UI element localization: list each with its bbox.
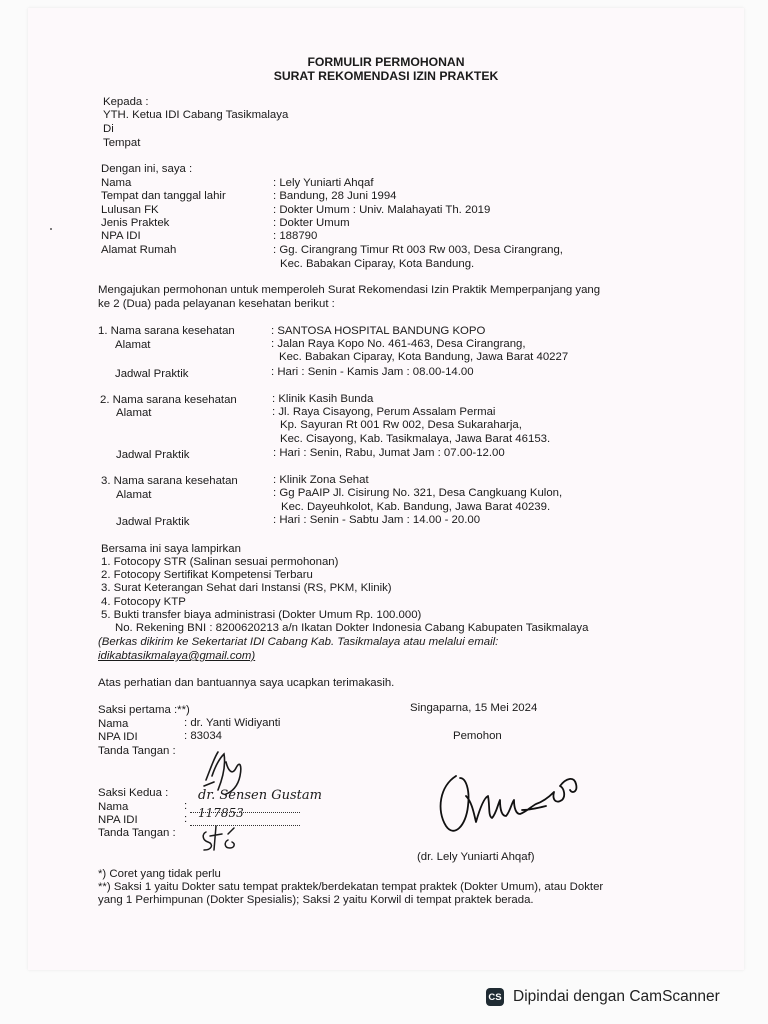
witness-2-name-handwritten: dr. Sensen Gustam	[198, 788, 322, 803]
facility-2-name-label: 2. Nama sarana kesehatan	[100, 394, 237, 406]
facility-3-address-line2: Kec. Dayeuhkolot, Kab. Bandung, Jawa Barat 40239.	[281, 501, 551, 513]
witness-2-npa-colon: :	[184, 813, 188, 825]
facility-1-address-label: Alamat	[115, 339, 151, 351]
facility-1-address-line1: : Jalan Raya Kopo No. 461-463, Desa Cirangrang,	[271, 338, 526, 350]
recipient-tempat: Tempat	[103, 137, 141, 149]
facility-2-address-line3: Kec. Cisayong, Kab. Tasikmalaya, Jawa Barat 46153.	[280, 433, 551, 445]
recipient-yth: YTH. Ketua IDI Cabang Tasikmalaya	[103, 109, 289, 121]
attachment-item-1: 1. Fotocopy STR (Salinan sesuai permohonan)	[101, 556, 339, 568]
recipient-di: Di	[103, 123, 114, 135]
attachment-item-2: 2. Fotocopy Sertifikat Kompetensi Terbaru	[101, 569, 313, 581]
witness-2-signature	[194, 820, 244, 854]
request-line1: Mengajukan permohonan untuk memperoleh Surat Rekomendasi Izin Praktik Memperpanjang yang	[98, 284, 601, 296]
field-value-ttl: : Bandung, 28 Juni 1994	[273, 190, 397, 202]
footnote-2-line1: **) Saksi 1 yaitu Dokter satu tempat praktek/berdekatan tempat praktek (Dokter Umum), atau Dokter	[98, 881, 604, 893]
applicant-intro: Dengan ini, saya :	[101, 163, 193, 175]
field-label-ttl: Tempat dan tanggal lahir	[101, 190, 226, 202]
facility-2-address-line1: : Jl. Raya Cisayong, Perum Assalam Permai	[272, 406, 496, 418]
facility-3-schedule-value: : Hari : Senin - Sabtu Jam : 14.00 - 20.00	[273, 514, 481, 526]
witness-1-heading: Saksi pertama :**)	[98, 704, 190, 716]
facility-2-name-value: : Klinik Kasih Bunda	[272, 393, 374, 405]
scan-speck	[50, 228, 52, 230]
witness-1-name-label: Nama	[98, 718, 129, 730]
request-line2: ke 2 (Dua) pada pelayanan kesehatan berikut :	[98, 298, 335, 310]
form-subtitle: SURAT REKOMENDASI IZIN PRAKTEK	[273, 69, 499, 83]
facility-2-address-label: Alamat	[116, 407, 152, 419]
attachment-item-3: 3. Surat Keterangan Sehat dari Instansi (RS, PKM, Klinik)	[101, 582, 392, 594]
field-label-lulusan: Lulusan FK	[101, 204, 159, 216]
scanner-label: Dipindai dengan CamScanner	[513, 988, 720, 1005]
facility-1-schedule-value: : Hari : Senin - Kamis Jam : 08.00-14.00	[271, 366, 474, 378]
bank-account: No. Rekening BNI : 8200620213 a/n Ikatan Dokter Indonesia Cabang Kabupaten Tasikmalaya	[115, 622, 589, 634]
field-label-jenis: Jenis Praktek	[101, 217, 170, 229]
facility-3-address-label: Alamat	[116, 489, 152, 501]
field-value-lulusan: : Dokter Umum : Univ. Malahayati Th. 2019	[273, 204, 491, 216]
facility-2-schedule-label: Jadwal Praktik	[116, 449, 190, 461]
witness-1-name-value: : dr. Yanti Widiyanti	[184, 717, 281, 729]
witness-1-sign-label: Tanda Tangan :	[98, 745, 176, 757]
attachment-item-5: 5. Bukti transfer biaya administrasi (Dokter Umum Rp. 100.000)	[101, 609, 422, 621]
footnote-2-line2: yang 1 Perhimpunan (Dokter Spesialis); Saksi 2 yaitu Korwil di tempat praktek berada.	[98, 894, 534, 906]
field-label-alamat: Alamat Rumah	[101, 244, 177, 256]
field-label-nama: Nama	[101, 177, 132, 189]
closing-text: Atas perhatian dan bantuannya saya ucapkan terimakasih.	[98, 677, 395, 689]
field-value-alamat: : Gg. Cirangrang Timur Rt 003 Rw 003, Desa Cirangrang,	[273, 244, 563, 256]
facility-2-schedule-value: : Hari : Senin, Rabu, Jumat Jam : 07.00-12.00	[273, 447, 505, 459]
applicant-printed-name: (dr. Lely Yuniarti Ahqaf)	[417, 851, 535, 863]
attachment-item-4: 4. Fotocopy KTP	[101, 596, 186, 608]
witness-1-npa-label: NPA IDI	[98, 731, 138, 743]
witness-2-sign-label: Tanda Tangan :	[98, 827, 176, 839]
witness-1-npa-value: : 83034	[184, 730, 223, 742]
witness-2-heading: Saksi Kedua :	[98, 787, 169, 799]
scanner-watermark	[472, 984, 752, 1010]
applicant-signature	[426, 756, 596, 848]
witness-2-name-label: Nama	[98, 801, 129, 813]
facility-1-schedule-label: Jadwal Praktik	[115, 368, 189, 380]
field-label-npa: NPA IDI	[101, 230, 141, 242]
submission-note: (Berkas dikirim ke Sekertariat IDI Cabang Kab. Tasikmalaya atau melalui email:	[98, 636, 499, 648]
witness-2-npa-handwritten: 117853	[198, 806, 244, 820]
footnote-1: *) Coret yang tidak perlu	[98, 868, 221, 880]
camscanner-logo-icon: CS	[486, 988, 504, 1006]
field-value-jenis: : Dokter Umum	[273, 217, 350, 229]
form-title: FORMULIR PERMOHONAN	[307, 55, 465, 69]
applicant-role: Pemohon	[453, 730, 502, 742]
document-page	[28, 8, 744, 970]
witness-2-name-colon: :	[184, 800, 188, 812]
facility-3-name-label: 3. Nama sarana kesehatan	[101, 475, 238, 487]
facility-1-name-value: : SANTOSA HOSPITAL BANDUNG KOPO	[271, 325, 486, 337]
place-date: Singaparna, 15 Mei 2024	[410, 702, 538, 714]
field-value-npa: : 188790	[273, 230, 318, 242]
facility-3-schedule-label: Jadwal Praktik	[116, 516, 190, 528]
facility-2-address-line2: Kp. Sayuran Rt 001 Rw 002, Desa Sukaraharja,	[280, 419, 522, 431]
facility-1-address-line2: Kec. Babakan Ciparay, Kota Bandung, Jawa Barat 40227	[279, 351, 569, 363]
facility-3-name-value: : Klinik Zona Sehat	[273, 474, 369, 486]
email-link[interactable]: idikabtasikmalaya@gmail.com)	[98, 650, 256, 662]
attachments-intro: Bersama ini saya lampirkan	[101, 543, 241, 555]
recipient-kepada: Kepada :	[103, 96, 149, 108]
field-value-nama: : Lely Yuniarti Ahqaf	[273, 177, 374, 189]
field-value-alamat-line2: Kec. Babakan Ciparay, Kota Bandung.	[280, 258, 475, 270]
facility-1-name-label: 1. Nama sarana kesehatan	[98, 325, 235, 337]
facility-3-address-line1: : Gg PaAIP Jl. Cisirung No. 321, Desa Cangkuang Kulon,	[273, 487, 563, 499]
witness-2-npa-label: NPA IDI	[98, 814, 138, 826]
